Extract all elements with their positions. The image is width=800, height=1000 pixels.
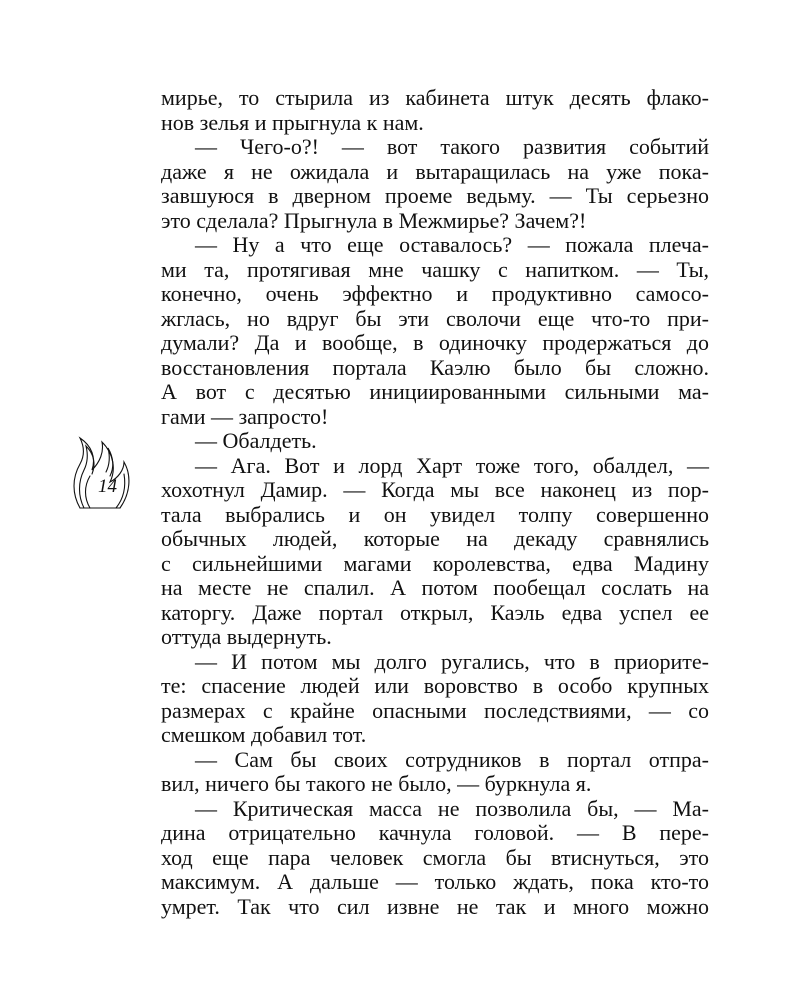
text-line: даже я не ожидала и вытаращилась на уже пока- (161, 158, 709, 184)
page-number: 14 (98, 476, 117, 497)
text-line: каторгу. Даже портал открыл, Каэль едва успел ее (161, 599, 709, 625)
text-line: ми та, протягивая мне чашку с напитком. — Ты, (161, 256, 709, 282)
text-line: думали? Да и вообще, в одиночку продержаться до (161, 330, 709, 355)
text-line: — Ага. Вот и лорд Харт тоже того, обалдел, — (195, 452, 709, 478)
text-line: — Ну а что еще оставалось? — пожала плеча- (195, 232, 709, 257)
text-line: А вот с десятью инициированными сильными ма- (161, 379, 709, 404)
flame-icon (70, 432, 140, 512)
text-line: максимум. А дальше — только ждать, пока кто-то (161, 869, 709, 894)
text-line: — Чего-о?! — вот такого развития событий (195, 134, 709, 159)
text-line: ход еще пара человек смогла бы втиснуться, это (161, 844, 709, 870)
text-line: дина отрицательно качнула головой. — В пере- (161, 820, 709, 845)
text-line: — И потом мы долго ругались, что в приорите- (195, 648, 709, 674)
text-line: вил, ничего бы такого не было, — буркнула я. (161, 771, 592, 796)
text-line: смешком добавил тот. (161, 722, 367, 747)
text-line: те: спасение людей или воровство в особо крупных (161, 673, 709, 698)
text-line: гами — запросто! (161, 403, 329, 429)
text-line: обычных людей, которые на декаду сравнялись (161, 526, 709, 551)
text-line: на месте не спалил. А потом пообещал сослать на (161, 575, 709, 600)
text-line: восстановления портала Каэлю было бы сложно. (161, 354, 709, 380)
text-line: конечно, очень эффектно и продуктивно самосо- (161, 281, 709, 306)
text-line: с сильнейшими магами королевства, едва Мадину (161, 550, 709, 576)
page-folio (70, 432, 140, 512)
text-line: хохотнул Дамир. — Когда мы все наконец из пор- (161, 477, 709, 502)
text-line: мирье, то стырила из кабинета штук десять флако- (161, 85, 709, 110)
text-line: оттуда выдернуть. (161, 624, 332, 649)
text-line: — Критическая масса не позволила бы, — Ма- (195, 795, 709, 821)
text-line: это сделала? Прыгнула в Межмирье? Зачем?! (161, 207, 587, 233)
text-line: — Сам бы своих сотрудников в портал отпра- (195, 746, 709, 772)
text-line: жглась, но вдруг бы эти сволочи еще что-то при- (161, 305, 709, 331)
body-text (161, 86, 709, 919)
text-line: нов зелья и прыгнула к нам. (161, 109, 424, 135)
text-line: тала выбрались и он увидел толпу совершенно (161, 501, 709, 527)
text-line: размерах с крайне опасными последствиями, — со (161, 697, 709, 723)
text-line: умрет. Так что сил извне не так и много можно (161, 893, 709, 919)
text-line: завшуюся в дверном проеме ведьму. — Ты серьезно (161, 183, 709, 208)
text-line: — Обалдеть. (195, 428, 317, 453)
